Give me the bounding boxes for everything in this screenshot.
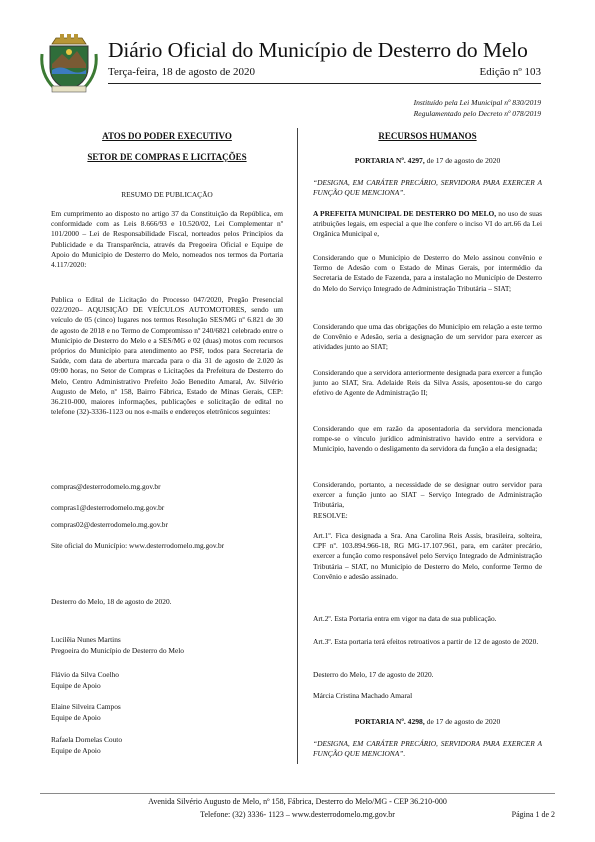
considerando-4: Considerando que em razão da aposentadoria da servidora mencionada rompe-se o vínculo jurídico administrativo havido entre a servidora e Município, havendo o desligamento da servidora da função a ela designada; bbox=[313, 424, 542, 454]
gazette-title: Diário Oficial do Município de Desterro do Melo bbox=[108, 38, 528, 62]
footer-contact: Telefone: (32) 3336- 1123 – www.desterrodomelo.mg.gov.br bbox=[200, 810, 395, 819]
header-divider bbox=[108, 83, 541, 84]
portaria-4297-heading: PORTARIA Nº. 4297, de 17 de agosto de 2020 bbox=[354, 156, 501, 165]
considerando-5: Considerando, portanto, a necessidade de se designar outro servidor para exercer a função junto ao SIAT – Serviço Integrado de Administração Tributária, bbox=[313, 480, 542, 510]
portaria-intro: A PREFEITA MUNICIPAL DE DESTERRO DO MELO, no uso de suas atribuições legais, em especial a que lhe confere o inciso VI do art.66 da Lei Orgânica Municipal e, bbox=[313, 209, 542, 239]
edition-number: Edição nº 103 bbox=[479, 66, 541, 78]
left-place-date: Desterro do Melo, 18 de agosto de 2020. bbox=[51, 597, 172, 606]
paragraph-legal-basis: Em cumprimento ao disposto no artigo 37 da Constituição da República, em conformidade com as Leis 8.666/93 e 10.520/02, Lei Complementar nº 101/2000 – Lei de Responsabilidade Fiscal, norteados pelos Princípios da Publicidade e da Transparência, através da Pregoeira Oficial e Equipe de Apoio do Município de Desterro do Melo, nomeados nos termos da Portaria 4.117/2020: bbox=[51, 209, 283, 270]
section-heading-executive: ATOS DO PODER EXECUTIVO bbox=[102, 131, 232, 141]
footer-address: Avenida Silvério Augusto de Melo, nº 158, Fábrica, Desterro do Melo/MG - CEP 36.210-000 bbox=[148, 797, 447, 806]
article-1: Art.1º. Fica designada a Sra. Ana Carolina Reis Assis, brasileira, solteira, CPF nº. 103.894.966-18, RG MG-17.107.961, para, em caráter precário, exercer a função como responsável pelo Serviço Integrado de Administração Tributária – SIAT, no Município de Desterro do Melo, conforme Termo de Convênio e adesão assinado. bbox=[313, 531, 542, 581]
signatory-name: Elaine Silveira Campos bbox=[51, 702, 121, 711]
email-compras[interactable]: compras@desterrodomelo.mg.gov.br bbox=[51, 482, 161, 491]
municipal-coat-of-arms-logo bbox=[38, 34, 100, 96]
signatory-role: Equipe de Apoio bbox=[51, 746, 101, 755]
mayor-signature: Márcia Cristina Machado Amaral bbox=[313, 691, 413, 700]
signatory-name: Rafaela Dornelas Couto bbox=[51, 735, 123, 744]
signatory-role: Pregoeira do Município de Desterro do Melo bbox=[51, 646, 184, 655]
page-number: Página 1 de 2 bbox=[511, 810, 555, 819]
section-heading-hr: RECURSOS HUMANOS bbox=[378, 131, 477, 141]
signatory-role: Equipe de Apoio bbox=[51, 713, 101, 722]
signatory-role: Equipe de Apoio bbox=[51, 681, 101, 690]
email-compras02[interactable]: compras02@desterrodomelo.mg.gov.br bbox=[51, 520, 168, 529]
considerando-3: Considerando que a servidora anteriormente designada para exercer a função junto ao SIAT, Sra. Adelaide Reis da Silva Assis, aposentou-se do cargo efetivo de Agente de Administração II; bbox=[313, 368, 542, 398]
resumo-title: RESUMO DE PUBLICAÇÃO bbox=[121, 190, 213, 199]
institution-law: Instituído pela Lei Municipal nº 830/2019 bbox=[413, 98, 541, 107]
email-compras1[interactable]: compras1@desterrodomelo.mg.gov.br bbox=[51, 503, 165, 512]
column-divider bbox=[297, 128, 298, 764]
article-2: Art.2º. Esta Portaria entra em vigor na data de sua publicação. bbox=[313, 614, 497, 623]
signatory-name: Lucilêia Nunes Martins bbox=[51, 635, 121, 644]
right-place-date: Desterro do Melo, 17 de agosto de 2020. bbox=[313, 670, 434, 679]
considerando-2: Considerando que uma das obrigações do Município em relação a este termo de Convênio e Adesão, seria a designação de um servidor para exercer as atividades junto ao SIAT; bbox=[313, 322, 542, 352]
official-site-link[interactable]: Site oficial do Município: www.desterrodomelo.mg.gov.br bbox=[51, 541, 225, 550]
article-3: Art.3º. Esta portaria terá efeitos retroativos a partir de 12 de agosto de 2020. bbox=[313, 637, 539, 646]
portaria-4298-ementa: “DESIGNA, EM CARÁTER PRECÁRIO, SERVIDORA PARA EXERCER A FUNÇÃO QUE MENCIONA”. bbox=[313, 739, 542, 759]
paragraph-edital: Publica o Edital de Licitação do Processo 047/2020, Pregão Presencial 022/2020– AQUISIÇÃO DE VEÍCULOS AUTOMOTORES, sendo um veículo de 05 (cinco) lugares nos termos Resolução SES/MG nº 6.821 de 30 de agosto de 2018 e no Termo de Compromisso nº 240/6821 celebrado entre o Município de Desterro do Melo e a SES/MG e 02 (duas) motos com recursos próprios do Município para atendimento ao PSF, todos para Secretaria de Saúde, com data de abertura marcada para o dia 31 de agosto de 2.020 às 09:00 horas, no Setor de Compras e Licitações da Prefeitura de Desterro do Melo, Centro Administrativo Prefeito João Benedito Amaral, Av. Silvério Augusto de Melo, nº 158, Bairro Fábrica, Estado de Minas Gerais, CEP: 36.210-000, maiores informações, publicações e solicitação de edital no telefone (32)-3336-1123 ou nos e-mails e endereços eletrônicos seguintes: bbox=[51, 295, 283, 417]
footer-divider bbox=[40, 793, 555, 794]
institution-decree: Regulamentado pelo Decreto nº 078/2019 bbox=[413, 109, 541, 118]
section-heading-purchasing: SETOR DE COMPRAS E LICITAÇÕES bbox=[87, 152, 247, 162]
publication-date: Terça-feira, 18 de agosto de 2020 bbox=[108, 66, 256, 78]
considerando-1: Considerando que o Município de Desterro do Melo assinou convênio e Termo de Adesão com o Estado de Minas Gerais, por intermédio da Secretaria de Estado de Fazenda, para a instalação no Município de Desterro do Melo do Serviço Integrado de Administração Tributária – SIAT; bbox=[313, 253, 542, 293]
resolve-label: RESOLVE: bbox=[313, 511, 348, 520]
portaria-4297-ementa: “DESIGNA, EM CARÁTER PRECÁRIO, SERVIDORA PARA EXERCER A FUNÇÃO QUE MENCIONA”. bbox=[313, 178, 542, 198]
signatory-name: Flávio da Silva Coelho bbox=[51, 670, 119, 679]
portaria-4298-heading: PORTARIA Nº. 4298, de 17 de agosto de 2020 bbox=[354, 717, 501, 726]
